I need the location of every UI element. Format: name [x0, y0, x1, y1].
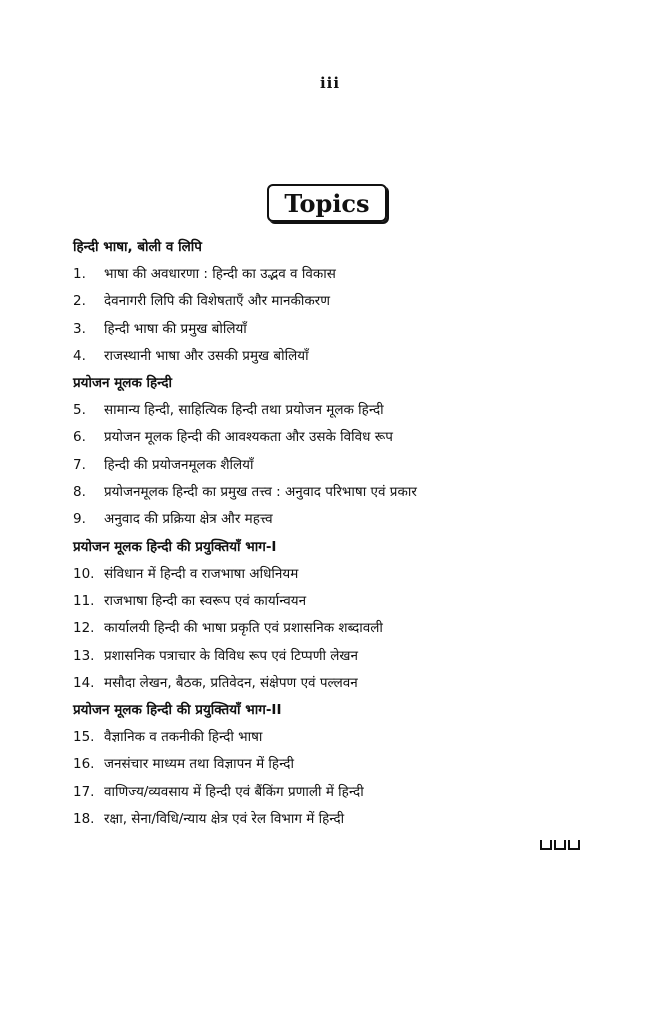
topic-number: 16.	[73, 756, 95, 773]
topic-number: 4.	[73, 347, 86, 364]
topic-label: देवनागरी लिपि की विशेषताएँ और मानकीकरण	[104, 293, 330, 310]
topic-label: जनसंचार माध्यम तथा विज्ञापन में हिन्दी	[104, 756, 294, 773]
topic-label: हिन्दी की प्रयोजनमूलक शैलियाँ	[104, 456, 254, 473]
topic-label: वैज्ञानिक व तकनीकी हिन्दी भाषा	[104, 729, 263, 746]
topic-number: 12.	[73, 620, 95, 637]
topic-number: 13.	[73, 647, 95, 664]
topic-label: संविधान में हिन्दी व राजभाषा अधिनियम	[104, 565, 299, 582]
topic-number: 10.	[73, 565, 95, 582]
topic-label: भाषा की अवधारणा : हिन्दी का उद्भव व विकास	[104, 266, 336, 282]
topic-label: अनुवाद की प्रक्रिया क्षेत्र और महत्त्व	[104, 511, 273, 528]
topic-item	[73, 261, 593, 288]
section-heading: प्रयोजन मूलक हिन्दी की प्रयुक्तियाँ भाग-II	[73, 702, 282, 719]
topic-number: 2.	[73, 293, 86, 310]
page-title: Topics	[284, 188, 370, 218]
topic-label: प्रयोजन मूलक हिन्दी की आवश्यकता और उसके विविध रूप	[104, 429, 393, 446]
topic-label: प्रशासनिक पत्राचार के विविध रूप एवं टिप्पणी लेखन	[104, 647, 358, 664]
topic-item	[73, 588, 593, 615]
topic-number: 15.	[73, 729, 95, 746]
topic-number: 8.	[73, 484, 86, 501]
topic-label: सामान्य हिन्दी, साहित्यिक हिन्दी तथा प्रयोजन मूलक हिन्दी	[104, 402, 384, 419]
topic-label: कार्यालयी हिन्दी की भाषा प्रकृति एवं प्रशासनिक शब्दावली	[104, 620, 383, 637]
section-heading: प्रयोजन मूलक हिन्दी	[73, 375, 173, 392]
topic-item	[73, 452, 593, 479]
topic-item	[73, 643, 593, 670]
topic-number: 3.	[73, 320, 86, 337]
topic-item	[73, 424, 593, 451]
topic-item	[73, 724, 593, 751]
topic-number: 14.	[73, 674, 95, 691]
topic-label: राजस्थानी भाषा और उसकी प्रमुख बोलियाँ	[104, 347, 309, 364]
topic-item	[73, 751, 593, 778]
title-box	[267, 184, 387, 222]
topic-item	[73, 670, 593, 697]
topic-number: 1.	[73, 266, 86, 282]
topic-item	[73, 288, 593, 315]
topic-number: 18.	[73, 811, 95, 828]
topic-item	[73, 615, 593, 642]
topic-label: राजभाषा हिन्दी का स्वरूप एवं कार्यान्वयन	[104, 592, 307, 609]
topic-item	[73, 397, 593, 424]
topic-item	[73, 506, 593, 533]
page-number: iii	[319, 74, 341, 92]
section-heading: हिन्दी भाषा, बोली व लिपि	[73, 239, 202, 255]
table-of-contents	[73, 234, 593, 833]
topic-item	[73, 479, 593, 506]
end-box-icon	[568, 840, 580, 850]
topic-number: 11.	[73, 592, 95, 609]
end-box-icon	[554, 840, 566, 850]
topic-item	[73, 343, 593, 370]
topic-label: हिन्दी भाषा की प्रमुख बोलियाँ	[104, 320, 247, 337]
topic-number: 17.	[73, 783, 95, 800]
topic-number: 9.	[73, 511, 86, 528]
topic-item	[73, 779, 593, 806]
section-heading: प्रयोजन मूलक हिन्दी की प्रयुक्तियाँ भाग-I	[73, 538, 277, 555]
end-of-section-mark	[540, 840, 580, 850]
topic-number: 7.	[73, 456, 86, 473]
topic-number: 5.	[73, 402, 86, 419]
topic-item	[73, 561, 593, 588]
end-box-icon	[540, 840, 552, 850]
topic-number: 6.	[73, 429, 86, 446]
topic-label: मसौदा लेखन, बैठक, प्रतिवेदन, संक्षेपण एवं पल्लवन	[104, 674, 358, 691]
topic-item	[73, 316, 593, 343]
topic-label: रक्षा, सेना/विधि/न्याय क्षेत्र एवं रेल विभाग में हिन्दी	[104, 811, 345, 828]
topic-item	[73, 806, 593, 833]
topic-label: वाणिज्य/व्यवसाय में हिन्दी एवं बैंकिंग प्रणाली में हिन्दी	[104, 783, 364, 800]
topic-label: प्रयोजनमूलक हिन्दी का प्रमुख तत्त्व : अनुवाद परिभाषा एवं प्रकार	[104, 484, 417, 501]
